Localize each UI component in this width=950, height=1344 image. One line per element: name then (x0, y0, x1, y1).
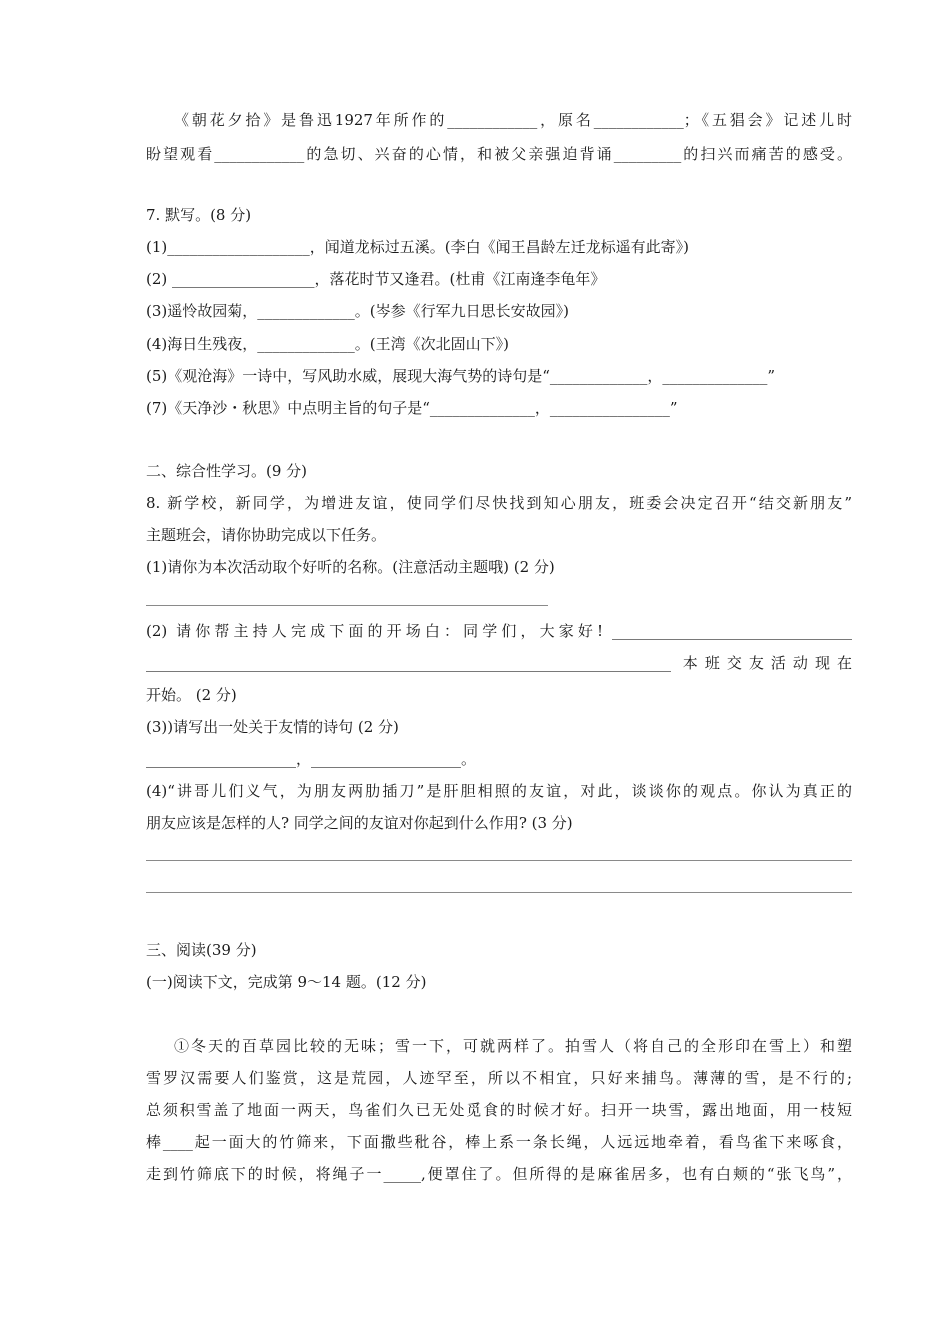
question-8-part-1: (1)请你为本次活动取个好听的名称。(注意活动主题哦) (2 分) (146, 558, 555, 576)
question-8-part-4: (4)“讲哥儿们义气，为朋友两肋插刀”是肝胆相照的友谊，对此，谈谈你的观点。你认为真正的 (146, 782, 852, 800)
passage-line: ①冬天的百草园比较的无味；雪一下，可就两样了。拍雪人（将自己的全形印在雪上）和塑 (174, 1037, 852, 1055)
text-line-wuchanghui: 盼望观看____________的急切、兴奋的心情，和被父亲强迫背诵_________的扫兴而痛苦的感受。 (146, 145, 852, 163)
answer-line (146, 860, 852, 861)
answer-line (146, 605, 548, 606)
question-8-stem: 8. 新学校，新同学，为增进友谊，使同学们尽快找到知心朋友，班委会决定召开“结交新朋友” (146, 494, 852, 512)
question-7-heading: 7. 默写。(8 分) (146, 206, 252, 224)
question-8-part-3: (3))请写出一处关于友情的诗句 (2 分) (146, 718, 399, 736)
question-8-part-4-cont: 朋友应该是怎样的人? 同学之间的友谊对你起到什么作用? (3 分) (146, 814, 573, 832)
question-8-part-2-end: 开始。 (2 分) (146, 686, 237, 704)
question-7-item-5: (5)《观沧海》一诗中，写风助水威，展现大海气势的诗句是“_____________，______________” (146, 367, 776, 385)
section-3-heading: 三、阅读(39 分) (146, 941, 257, 959)
text-line-chaohua-intro: 《朝花夕拾》是鲁迅1927年所作的____________，原名____________；《五猖会》记述儿时 (174, 111, 852, 129)
section-2-heading: 二、综合性学习。(9 分) (146, 462, 308, 480)
question-8-part-2: (2) 请你帮主持人完成下面的开场白：同学们，大家好! ________________________________ (146, 622, 852, 640)
answer-line (146, 892, 852, 893)
question-7-item-3: (3)遥怜故园菊，_____________。(岑参《行军九日思长安故园》) (146, 302, 569, 320)
question-7-item-2: (2) ___________________，落花时节又逢君。(杜甫《江南逢李龟年》 (146, 270, 606, 288)
question-8-part-3-blanks: ____________________，____________________。 (146, 750, 477, 768)
passage-line: 棒____起一面大的竹筛来，下面撒些秕谷，棒上系一条长绳，人远远地牵着，看鸟雀下来啄食， (146, 1133, 852, 1151)
question-7-item-4: (4)海日生残夜，_____________。(王湾《次北固山下》) (146, 335, 509, 353)
passage-line: 雪罗汉需要人们鉴赏，这是荒园，人迹罕至，所以不相宜，只好来捕鸟。薄薄的雪，是不行的; (146, 1069, 852, 1087)
reading-1-instruction: (一)阅读下文，完成第 9～14 题。(12 分) (146, 973, 427, 991)
question-8-part-2-cont: ______________________________________________________________________ 本班交友活动现在 (146, 654, 852, 672)
passage-line: 走到竹筛底下的时候，将绳子一_____,便罩住了。但所得的是麻雀居多，也有白颊的“张飞鸟”， (146, 1165, 852, 1183)
passage-line: 总须积雪盖了地面一两天，鸟雀们久已无处觅食的时候才好。扫开一块雪，露出地面，用一枝短 (146, 1101, 852, 1119)
question-8-stem-cont: 主题班会，请你协助完成以下任务。 (146, 526, 387, 544)
question-7-item-1: (1)___________________，闻道龙标过五溪。(李白《闻王昌龄左迁龙标遥有此寄》) (146, 238, 689, 256)
question-7-item-7: (7)《天净沙・秋思》中点明主旨的句子是“______________，________________” (146, 399, 678, 417)
